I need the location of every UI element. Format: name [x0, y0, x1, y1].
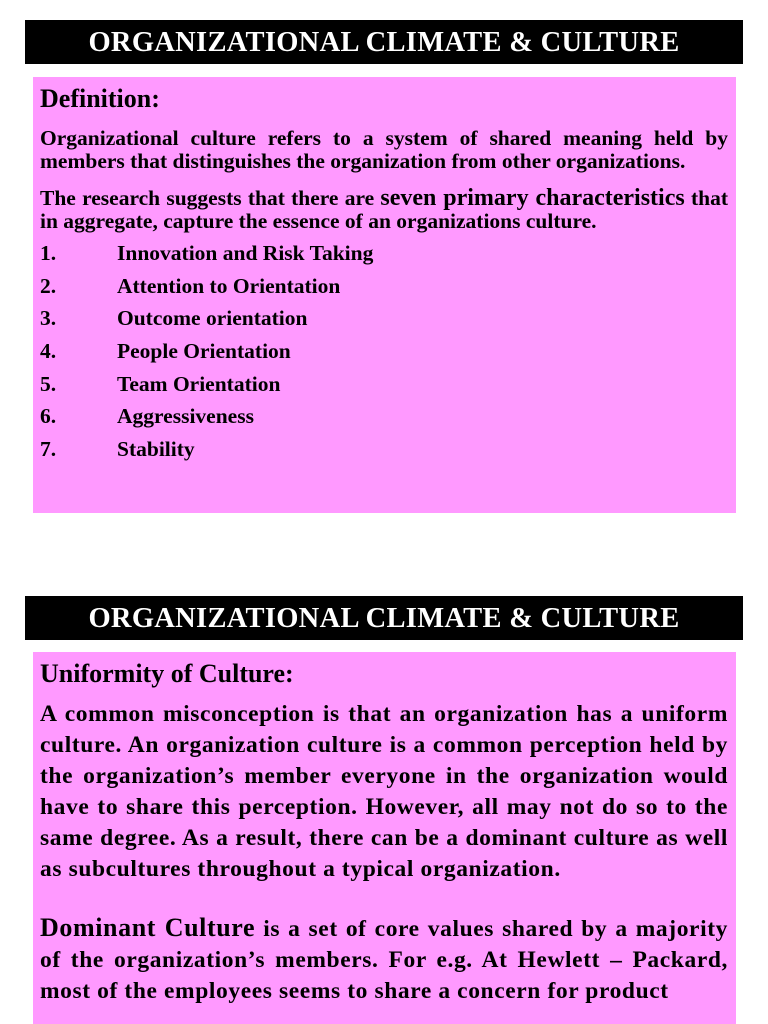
list-item-label: Team Orientation — [117, 371, 281, 396]
slide1-content-panel — [33, 77, 736, 513]
slide2-title: ORGANIZATIONAL CLIMATE & CULTURE — [25, 596, 743, 640]
list-item-number: 4. — [40, 339, 57, 364]
seven-characteristics-emphasis: seven primary characteristics — [380, 185, 685, 211]
list-item-label: Innovation and Risk Taking — [117, 241, 374, 265]
list-item-number: 3. — [40, 306, 57, 331]
research-paragraph-start: The research suggests that there are — [40, 186, 381, 210]
list-item — [40, 302, 728, 335]
list-item-label: Outcome orientation — [117, 306, 308, 331]
list-item — [40, 335, 728, 368]
uniformity-paragraph: A common misconception is that an organization has a uniform culture. An organization culture is a common perception held by the organization’s member everyone in the organization would have to share this perception. However, all may not do so to the same degree. As a result, there can be a dominant culture as well as subcultures throughout a typical organization. — [40, 701, 728, 882]
slide2-content-panel — [33, 652, 736, 1024]
list-item-number: 6. — [40, 404, 57, 429]
list-item — [40, 433, 728, 466]
slide2-heading: Uniformity of Culture: — [40, 659, 294, 688]
slide1-title: ORGANIZATIONAL CLIMATE & CULTURE — [25, 20, 743, 64]
list-item — [40, 270, 728, 303]
research-paragraph-end: that in aggregate, capture the essence of an organizations culture. — [40, 186, 728, 233]
definition-paragraph: Organizational culture refers to a system of shared meaning held by members that distinguishes the organization from other organizations. — [40, 126, 728, 173]
list-item-label: Aggressiveness — [117, 404, 254, 429]
list-item-number: 1. — [40, 241, 57, 265]
list-item-label: People Orientation — [117, 339, 291, 364]
list-item-number: 7. — [40, 437, 57, 462]
list-item — [40, 400, 728, 433]
list-item-label: Stability — [117, 437, 195, 462]
list-item-number: 2. — [40, 273, 57, 298]
research-paragraph — [40, 187, 728, 233]
dominant-culture-term: Dominant Culture — [40, 913, 256, 942]
dominant-culture-text: is a set of core values shared by a majority of the organization’s members. For e.g. At Hewlett – Packard, most of the employees seems to share a concern for product — [40, 916, 728, 1004]
characteristics-list — [40, 237, 728, 466]
list-item — [40, 237, 728, 270]
dominant-culture-paragraph — [40, 912, 728, 1007]
list-item-label: Attention to Orientation — [117, 273, 341, 298]
slide1-heading: Definition: — [40, 84, 160, 113]
list-item-number: 5. — [40, 371, 57, 396]
list-item — [40, 368, 728, 401]
